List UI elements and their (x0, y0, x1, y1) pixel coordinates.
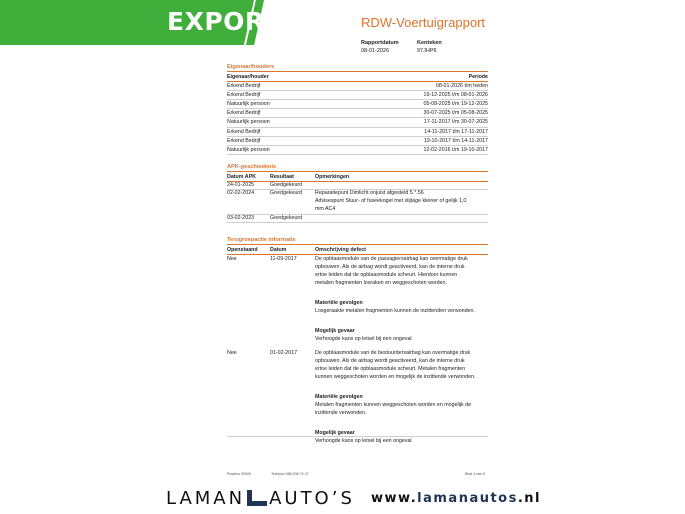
recall-text: Verhoogde kans op letsel bij een ongeval (315, 437, 412, 444)
export-label: EXPORT (167, 7, 282, 36)
recall-open (227, 307, 270, 315)
apk-result (270, 198, 315, 206)
recall-text: ertoe leiden dat de opblaasmodule scheurt. Hierdoor kunnen (315, 271, 458, 278)
recall-date (270, 401, 315, 409)
report-plate: Kenteken 97JHP6 (417, 40, 442, 54)
owner-name: Natuurlijk persoon (227, 146, 270, 153)
recall-open (227, 271, 270, 279)
apk-date (227, 198, 270, 206)
recall-date (270, 271, 315, 279)
footer-phone: Telefoon 088 008 74 47 (271, 472, 309, 476)
recall-line (227, 357, 488, 365)
recall-open (227, 357, 270, 365)
recall-text: Materiële gevolgen (315, 299, 363, 306)
recall-open (227, 365, 270, 373)
owner-period: 12-02-2016 t/m 19-10-2017 (423, 146, 488, 153)
recall-line (227, 373, 488, 381)
recall-line (227, 335, 488, 343)
recall-text: opbouwen. Als de airbag wordt geactiveerd, kan de interne druk (315, 263, 465, 270)
recall-open (227, 401, 270, 409)
recall-date (270, 293, 315, 307)
recall-material-title (227, 293, 488, 307)
recall-date (270, 437, 315, 445)
apk-row (227, 206, 488, 215)
recall-line (227, 437, 488, 445)
recall-line (227, 365, 488, 373)
recall-text: De opblaasmodule van de passagiersairbag kan overmatige druk (315, 255, 468, 262)
recall-text: opbouwen. Als de airbag wordt geactiveerd, kan de interne druk (315, 357, 465, 364)
owner-name: Natuurlijk persoon (227, 100, 270, 107)
recall-open (227, 279, 270, 287)
recall-text: Losgeraakte metalen fragmenten kunnen de inzittenden verwonden. (315, 307, 475, 314)
apk-date: 02-02-2024 (227, 190, 255, 197)
recall-text: Mogelijk gevaar (315, 327, 355, 334)
recall-open (227, 335, 270, 343)
apk-row (227, 198, 488, 206)
recall-text: metalen fragmenten losraken en weggeschoten worden. (315, 279, 447, 286)
recall-danger-title (227, 321, 488, 335)
recall-date (270, 335, 315, 343)
apk-remark (315, 215, 488, 223)
recall-open (227, 373, 270, 381)
owner-period: 08-01-2026 t/m heden (435, 82, 488, 89)
owners-title: Eigenaar/houders (227, 64, 488, 72)
recall-date (270, 423, 315, 437)
recall-item (227, 255, 488, 343)
recall-item (227, 349, 488, 445)
recall-date: 11-09-2017 (270, 255, 297, 262)
recall-line (227, 409, 488, 417)
recall-text: ertoe leiden dat de opblaasmodule scheurt. Metalen fragmenten (315, 365, 466, 372)
owner-period: 14-11-2017 t/m 17-11-2017 (424, 128, 488, 135)
recall-line (227, 349, 488, 357)
recall-open (227, 437, 270, 445)
recall-line (227, 271, 488, 279)
apk-row (227, 215, 488, 224)
recall-open (227, 263, 270, 271)
recall-line (227, 307, 488, 315)
recall-title: Terugroepactie informatie (227, 237, 488, 245)
recall-date (270, 263, 315, 271)
footer-address: Postbus 30000 (227, 472, 251, 476)
recall-open (227, 387, 270, 401)
owners-header: Eigenaar/houder Periode (227, 73, 488, 80)
apk-remark (315, 182, 488, 190)
apk-remark: Advisespunt Stuur- of fuseekogel met slijtage kleiner of gelijk 1,0 (315, 198, 467, 205)
recall-open (227, 321, 270, 335)
recall-line (227, 279, 488, 287)
recall-date (270, 365, 315, 373)
owner-name: Erkend Bedrijf (227, 82, 261, 89)
recall-header: Openstaand Datum Omschrijving defect (227, 245, 488, 255)
recall-open: Nee (227, 255, 237, 262)
bottom-rule (227, 436, 488, 437)
owner-row (227, 100, 488, 109)
recall-date (270, 279, 315, 287)
apk-date: 24-01-2025 (227, 181, 255, 188)
apk-result: Goedgekeurd (270, 214, 303, 221)
recall-text: Verhoogde kans op letsel bij een ongeval (315, 335, 412, 342)
owner-period: 30-07-2025 t/m 05-08-2025 (423, 110, 488, 117)
owner-period: 19-10-2017 t/m 14-11-2017 (423, 137, 488, 144)
recall-date (270, 373, 315, 381)
apk-remark: mm AC4 (315, 205, 336, 212)
recall-text: kunnen weggeschoten worden en mogelijk de inzittende verwonden. (315, 373, 476, 380)
owner-row (227, 91, 488, 100)
apk-title: APK-geschiedenis (227, 164, 488, 172)
owner-name: Erkend Bedrijf (227, 137, 261, 144)
apk-result: Goedgekeurd (270, 190, 303, 197)
recall-section (227, 237, 488, 451)
recall-text: inzittende verwonden. (315, 409, 367, 416)
owner-row (227, 109, 488, 118)
recall-date (270, 409, 315, 417)
report-date: Rapportdatum 08-01-2026 (361, 40, 399, 54)
recall-open (227, 409, 270, 417)
owner-period: 17-11-2017 t/m 30-07-2025 (423, 119, 488, 126)
apk-header: Datum APK Resultaat Opmerkingen (227, 172, 488, 182)
recall-text: Metalen fragmenten kunnen weggeschoten worden en mogelijk de (315, 401, 472, 408)
apk-result (270, 206, 315, 214)
owner-row (227, 128, 488, 137)
owner-row (227, 146, 488, 155)
report-title: RDW-Voertuigrapport (361, 15, 486, 30)
owner-name: Erkend Bedrijf (227, 91, 261, 98)
owner-name: Erkend Bedrijf (227, 110, 261, 117)
recall-text: De opblaasmodule van de bestuurdersairbag kan overmatige druk (315, 349, 471, 356)
recall-text: Materiële gevolgen (315, 393, 363, 400)
owner-period: 05-08-2025 t/m 19-12-2025 (423, 100, 488, 107)
apk-section (227, 164, 488, 223)
recall-open (227, 293, 270, 307)
recall-date (270, 307, 315, 315)
logo-mark-icon (247, 490, 267, 506)
apk-result: Goedgekeurd (270, 181, 303, 188)
owner-row (227, 118, 488, 127)
owner-row (227, 82, 488, 91)
apk-date: 03-02-2023 (227, 214, 255, 221)
apk-remark: Reparatiepunt Dimlicht onjuist afgesteld 5.*.56 (315, 190, 424, 197)
owner-period: 19-12-2025 t/m 08-01-2026 (423, 91, 488, 98)
recall-date (270, 357, 315, 365)
recall-date: 01-02-2017 (270, 349, 298, 356)
laman-autos-logo: LAMAN AUTO’S (166, 488, 355, 509)
owner-row (227, 137, 488, 146)
recall-danger-title (227, 423, 488, 437)
recall-line (227, 255, 488, 263)
recall-text: Mogelijk gevaar (315, 429, 355, 436)
recall-date (270, 387, 315, 401)
recall-open (227, 423, 270, 437)
apk-date (227, 206, 270, 214)
apk-row (227, 182, 488, 190)
recall-material-title (227, 387, 488, 401)
owner-name: Erkend Bedrijf (227, 128, 261, 135)
apk-row (227, 190, 488, 198)
recall-line (227, 401, 488, 409)
website-url: www.lamanautos.nl (371, 491, 542, 506)
owner-name: Natuurlijk persoon (227, 119, 270, 126)
recall-date (270, 321, 315, 335)
recall-line (227, 263, 488, 271)
owners-section (227, 64, 488, 155)
footer-page: Blad 4 van 5 (465, 472, 485, 476)
recall-open: Nee (227, 349, 237, 356)
